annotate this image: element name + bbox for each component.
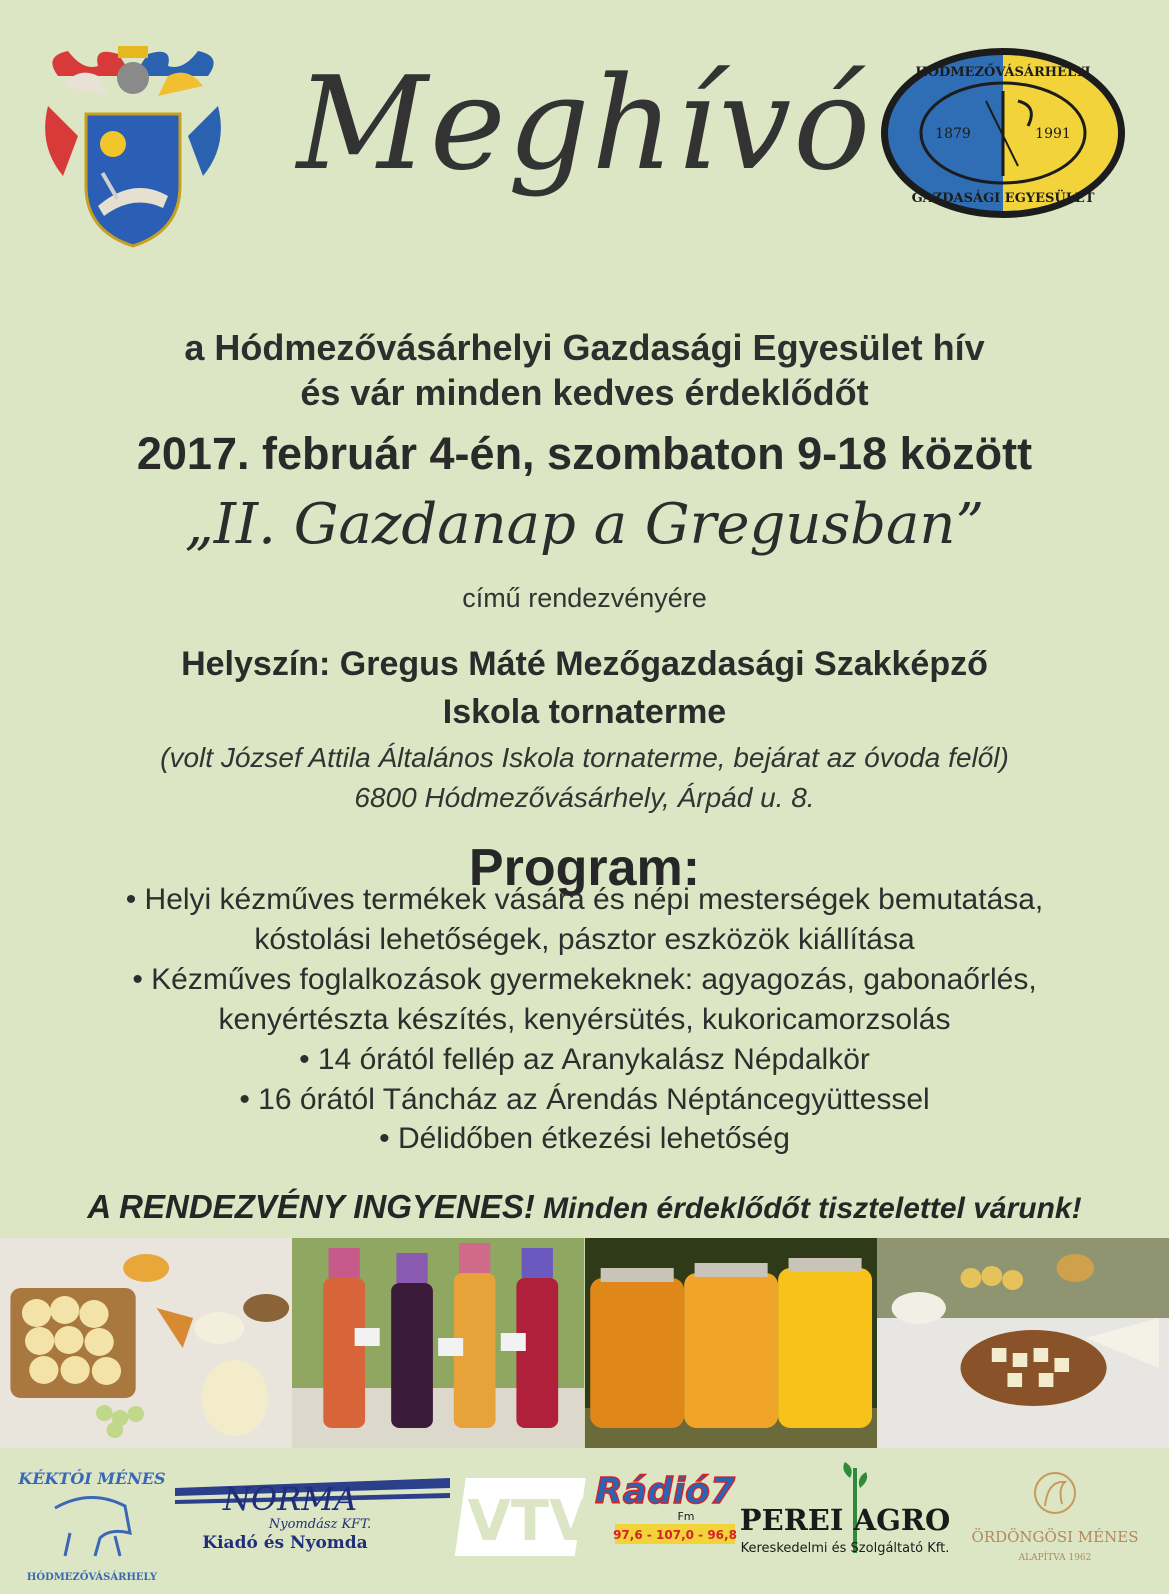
program-line: • Kézműves foglalkozások gyermekeknek: agyagozás, gabonaőrlés, xyxy=(132,963,1037,996)
free-entry-rest: Minden érdeklődőt tisztelettel várunk! xyxy=(534,1192,1082,1225)
location-line-1: Helyszín: Gregus Máté Mezőgazdasági Szakképző xyxy=(181,645,988,683)
intro-line-2: és vár minden kedves érdeklődőt xyxy=(300,372,869,413)
program-line: kenyértészta készítés, kenyérsütés, kukoricamorzsolás xyxy=(218,1003,951,1036)
ketoi-top-text: KÉKTÓI MÉNES xyxy=(18,1469,166,1488)
location-note-1: (volt József Attila Általános Iskola tornaterme, bejárat az óvoda felől) xyxy=(160,742,1009,773)
free-entry-notice xyxy=(0,1188,1169,1226)
vtv-logo xyxy=(455,1478,593,1556)
ordongosi-name-text: ÖRDÖNGÖSI MÉNES xyxy=(971,1528,1139,1546)
event-date: 2017. február 4-én, szombaton 9-18 között xyxy=(136,428,1033,479)
free-entry-bold: A RENDEZVÉNY INGYENES! xyxy=(87,1188,535,1225)
badge-year-right: 1991 xyxy=(1035,126,1071,142)
honey-jars-photo xyxy=(585,1238,877,1448)
norma-sub-text: Nyomdász KFT. xyxy=(268,1517,372,1532)
radio-frequency-text: 97,6 - 107,0 - 96,8 xyxy=(613,1528,737,1542)
event-name: „II. Gazdanap a Gregusban” xyxy=(184,492,985,557)
radio-fm-text: Fm xyxy=(677,1510,695,1523)
radio7-logo xyxy=(595,1471,737,1544)
perei-name-text: PEREI AGRO xyxy=(739,1503,951,1537)
sponsor-logos xyxy=(0,1448,1169,1594)
norma-name-text: NORMA xyxy=(222,1480,358,1518)
cheese-platter-photo xyxy=(877,1238,1169,1448)
event-subtitle: című rendezvényére xyxy=(462,583,707,613)
badge-year-left: 1879 xyxy=(935,126,971,142)
program-line: • 14 órától fellép az Aranykalász Népdalkör xyxy=(299,1043,870,1076)
syrup-bottles-photo xyxy=(292,1238,584,1448)
location-line-2: Iskola tornaterme xyxy=(442,693,727,731)
ordongosi-sub-text: ALAPÍTVA 1962 xyxy=(1018,1553,1092,1563)
perei-sub-text: Kereskedelmi és Szolgáltató Kft. xyxy=(740,1541,950,1556)
intro-line-1: a Hódmezővásárhelyi Gazdasági Egyesület hív xyxy=(184,327,985,368)
program-line: kóstolási lehetőségek, pásztor eszközök kiállítása xyxy=(254,923,915,956)
program-line: • Délidőben étkezési lehetőség xyxy=(379,1122,790,1155)
vtv-text: VTV xyxy=(467,1489,593,1554)
photo-strip xyxy=(0,1238,1169,1448)
location-address: 6800 Hódmezővásárhely, Árpád u. 8. xyxy=(354,782,815,813)
program-line: • Helyi kézműves termékek vására és népi mesterségek bemutatása, xyxy=(125,883,1044,916)
program-line: • 16 órától Táncház az Árendás Néptáncegyüttessel xyxy=(239,1083,930,1116)
badge-text-top: HÓDMEZŐVÁSÁRHELYI xyxy=(915,65,1091,80)
cheese-photo xyxy=(0,1238,292,1448)
program-heading: Program: xyxy=(468,839,701,897)
ketoi-bottom-text: HÓDMEZŐVÁSÁRHELY xyxy=(26,1572,158,1583)
badge-text-bottom: GAZDASÁGI EGYESÜLET xyxy=(911,191,1095,206)
norma-line-text: Kiadó és Nyomda xyxy=(202,1533,368,1553)
invitation-title: Meghívó xyxy=(296,50,873,199)
radio-name-text: Rádió7 xyxy=(595,1471,735,1512)
